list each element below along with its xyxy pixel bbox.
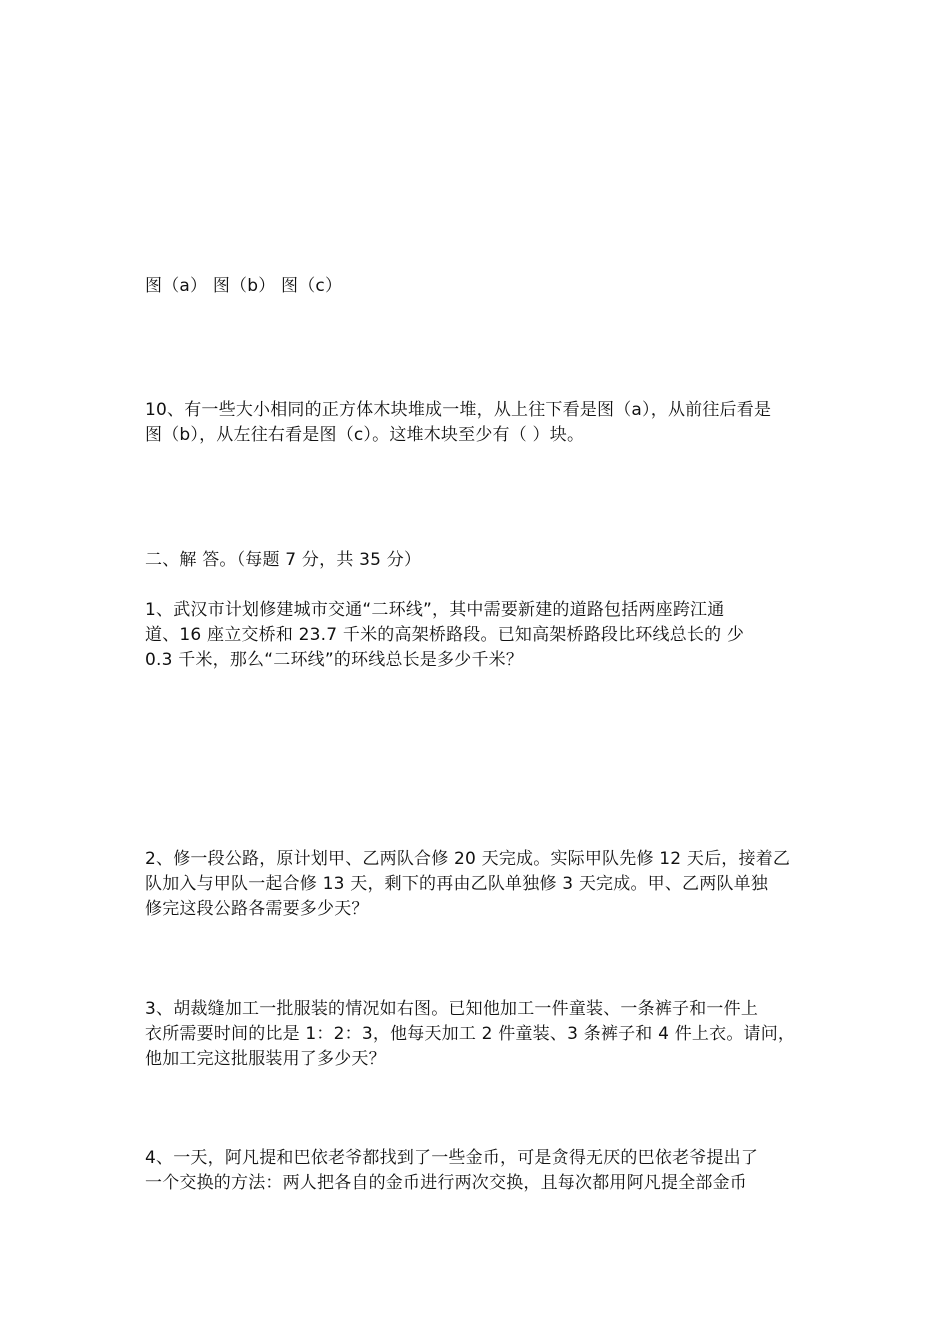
question-1-line: 道、16 座立交桥和 23.7 千米的高架桥路段。已知高架桥路段比环线总长的 少 (145, 625, 745, 645)
question-10 (145, 398, 815, 448)
question-4-line: 4、一天，阿凡提和巴依老爷都找到了一些金币，可是贪得无厌的巴依老爷提出了 (145, 1148, 759, 1168)
question-10-line: 图（b），从左往右看是图（c）。这堆木块至少有（ ）块。 (145, 425, 585, 445)
question-2-line: 2、修一段公路，原计划甲、乙两队合修 20 天完成。实际甲队先修 12 天后，接着乙 (145, 849, 791, 869)
figure-labels-text: 图（a） 图（b） 图（c） (145, 276, 343, 296)
question-3-line: 他加工完这批服装用了多少天？ (145, 1049, 386, 1069)
question-2 (145, 847, 815, 922)
question-1-line: 1、武汉市计划修建城市交通“二环线”，其中需要新建的道路包括两座跨江通 (145, 600, 725, 620)
question-3-line: 衣所需要时间的比是 1：2：3，他每天加工 2 件童装、3 条裤子和 4 件上衣。请问， (145, 1024, 796, 1044)
question-2-line: 队加入与甲队一起合修 13 天，剩下的再由乙队单独修 3 天完成。甲、乙两队单独 (145, 874, 769, 894)
question-3 (145, 997, 815, 1072)
question-4 (145, 1146, 815, 1196)
question-10-line: 10、有一些大小相同的正方体木块堆成一堆，从上往下看是图（a），从前往后看是 (145, 400, 772, 420)
question-3-line: 3、胡裁缝加工一批服装的情况如右图。已知他加工一件童装、一条裤子和一件上 (145, 999, 759, 1019)
question-1-line: 0.3 千米，那么“二环线”的环线总长是多少千米？ (145, 650, 524, 670)
section-title: 二、解 答。（每题 7 分，共 35 分） (145, 550, 422, 570)
section-heading (145, 548, 815, 573)
figure-labels (145, 274, 815, 299)
question-4-line: 一个交换的方法：两人把各自的金币进行两次交换，且每次都用阿凡提全部金币 (145, 1173, 747, 1193)
question-1 (145, 598, 815, 673)
question-2-line: 修完这段公路各需要多少天？ (145, 899, 369, 919)
